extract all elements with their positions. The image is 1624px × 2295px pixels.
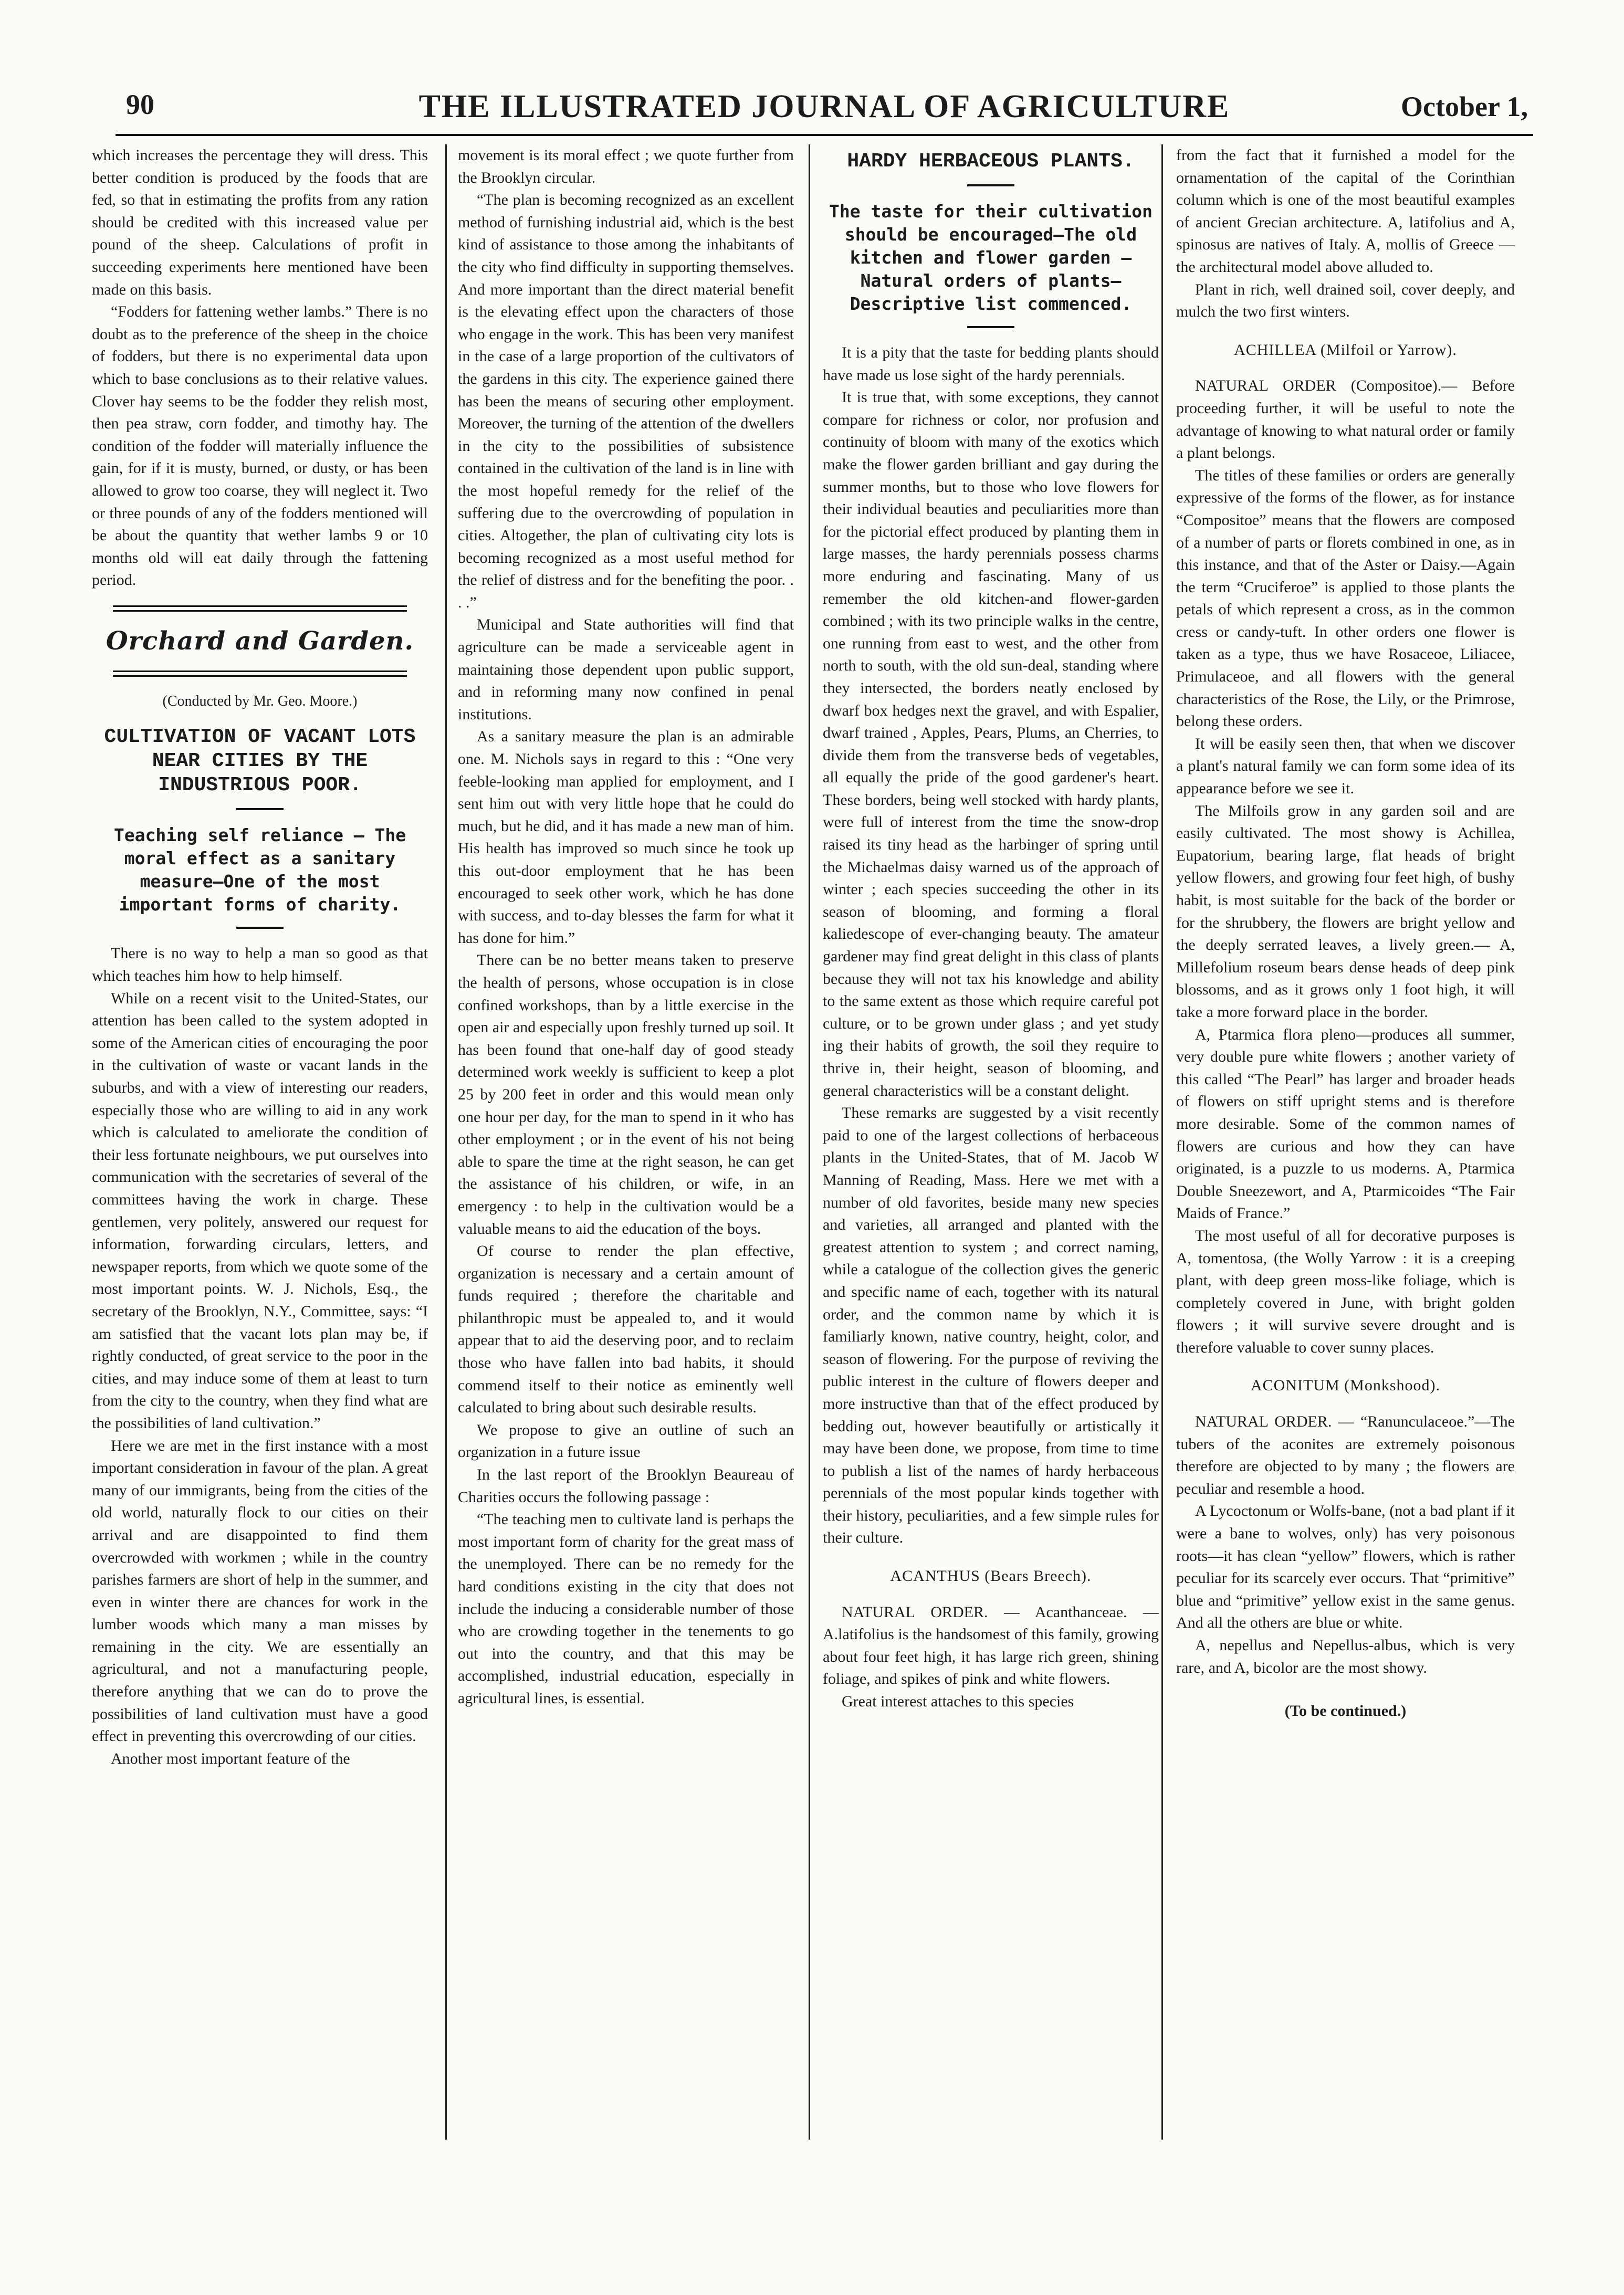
column-3	[823, 144, 1159, 1713]
paragraph: While on a recent visit to the United-States, our attention has been called to the system adopted in some of the American cities of encouraging the poor in the cultivation of waste or vacant lands in the suburbs, and with a view of interesting our readers, especially those who are willing to aid in any work which is calculated to ameliorate the condition of their less fortunate neighbours, we put ourselves into communication with the secretaries of several of the committees having the work in charge. These gentlemen, very politely, answered our request for information, forwarding circulars, letters, and newspaper reports, from which we quote some of the most important points. W. J. Nichols, Esq., the secretary of the Brooklyn, N.Y., Committee, says: “I am satisfied that the vacant lots plan may be, if rightly conducted, of great service to the poor in the cities, and may induce some of them at least to turn from the city to the country, when they find what are the possibilities of land cultivation.”	[92, 989, 428, 1432]
paragraph: There is no way to help a man so good as that which teaches him how to help himself.	[92, 945, 428, 985]
article-deck: Teaching self reliance — The moral effect as a sanitary measure—One of the most important forms of charity.	[113, 825, 406, 915]
section-byline: (Conducted by Mr. Geo. Moore.)	[162, 693, 358, 709]
paragraph: There can be no better means taken to preserve the health of persons, whose occupation is in close confined workshops, than by a little exercise in the open air and especially upon freshly turned up soil. It has been found that one-half day of good steady determined work weekly is sufficient to keep a plot 25 by 200 feet in order and this would mean only one hour per day, for the man to spend in it who has other employment ; or in the event of his not being able to spare the time at the right season, he can get the assistance of his children, or wife, in an emergency : to help in the cultivation would be a valuable means to aid the education of the boys.	[458, 951, 794, 1238]
paragraph: Another most important feature of the	[111, 1749, 350, 1767]
paragraph: from the fact that it furnished a model for the ornamentation of the capital of the Corinthian column which is one of the most beautiful examples of ancient Grecian architecture. A, latifolius and A, spinosus are natives of Italy. A, mollis of Greece — the architectural model above alluded to.	[1176, 146, 1515, 276]
plant-subhead: ACANTHUS (Bears Breech).	[890, 1567, 1092, 1585]
column-2	[458, 144, 794, 1710]
paragraph: We propose to give an outline of such an organization in a future issue	[458, 1421, 794, 1461]
running-header	[116, 88, 1533, 130]
paragraph: “The teaching men to cultivate land is perhaps the most important form of charity for the great mass of the unemployed. There can be no remedy for the hard conditions existing in the city that does not include the inducing a considerable number of those who are crowding together in the tenements to go out into the country, and that this may be accomplished, industrial education, especially in agricultural lines, is essential.	[458, 1511, 794, 1707]
paragraph: NATURAL ORDER. — “Ranunculaceoe.”—The tubers of the aconites are extremely poisonous therefore are objected to by many ; the flowers are peculiar and resemble a hood.	[1176, 1413, 1515, 1497]
plant-subhead: ACONITUM (Monkshood).	[1251, 1377, 1440, 1395]
deck-rule	[967, 326, 1014, 328]
paragraph: These remarks are suggested by a visit recently paid to one of the largest collections of herbaceous plants in the United-States, that of M. Jacob W Manning of Reading, Mass. Here we met with a number of old favorites, beside many new species and varieties, all arranged and planted with the greatest attention to system ; and correct naming, while a catalogue of the collection gives the generic and specific name of each, together with its natural order, and the common name by which it is familiarly known, native country, height, color, and season of flowering. For the purpose of reviving the public interest in the culture of flowers deeper and more instructive than that of the effect produced by bedding out, however beautifully or artistically it may have been done, we propose, from time to time to publish a list of the names of hardy herbaceous perennials of the most popular kinds together with their history, peculiarities, and a few simple rules for their culture.	[823, 1104, 1159, 1547]
paragraph: The titles of these families or orders are generally expressive of the forms of the flower, as for instance “Compositoe” means that the flowers are composed of a number of parts or florets combined in one, as in this instance, and that of the Aster or Daisy.—Again the term “Cruciferoe” is applied to those plants the petals of which represent a cross, as in the common cress or candy-tuft. In other orders one flower is taken as a type, thus we have Rosaceoe, Liliacee, Primulaceoe, and all flowers with the general characteristics of the Rose, the Lily, or the Primrose, belong these orders.	[1176, 466, 1515, 730]
section-title: Orchard and Garden.	[106, 626, 414, 656]
page-number: 90	[126, 89, 154, 120]
paragraph: It is a pity that the taste for bedding plants should have made us lose sight of the hardy perennials.	[823, 344, 1159, 384]
paragraph: It is true that, with some exceptions, they cannot compare for richness or color, nor profusion and continuity of bloom with many of the exotics which make the flower garden brilliant and gay during the summer months, but to those who love flowers for their individual beauties and peculiarities more than for the pictorial effect produced by planting them in large masses, the hardy perennials possess charms more enduring and fascinating. Many of us remember the old kitchen-and flower-garden combined ; with its two principle walks in the centre, one running from east to west, and the other from north to south, with the old sun-deal, standing where they intersected, the borders neatly enclosed by dwarf box hedges next the gravel, and with Espalier, dwarf trained , Apples, Pears, Plums, an Cherries, to divide them from the transverse beds of vegetables, all equally the pride of the good gardener's heart. These borders, being well stocked with hardy plants, were full of interest from the time the snow-drop raised its tiny head as the harbinger of spring until the Michaelmas daisy warned us of the approach of winter ; each species succeeding the other in its season of blooming, and forming a floral kaliedescope of ever-changing beauty. The amateur gardener may find great delight in this class of plants because they will not tax his knowledge and ability to the same extent as those which require careful pot culture, or to be grown under glass ; and yet study ing their habits of growth, the soil they require to thrive in, their height, season of blooming, and general characteristics will be a constant delight.	[823, 389, 1159, 1099]
continued-note: (To be continued.)	[1284, 1702, 1407, 1720]
paragraph: Here we are met in the first instance with a most important consideration in favour of the plan. A great many of our immigrants, being from the cities of the old world, naturally flock to our cities on their arrival and are disappointed to find them overcrowded with workmen ; while in the country parishes farmers are short of help in the summer, and even in winter there are chances for work in the lumber woods which many a man misses by remaining in the city. We are essentially an agricultural, and not a manufacturing people, therefore anything that we can do to prove the possibilities of land cultivation must have a good effect in preventing this overcrowding of our cities.	[92, 1437, 428, 1745]
paragraph: A Lycoctonum or Wolfs-bane, (not a bad plant if it were a bane to wolves, only) has very poisonous roots—it has clean “yellow” flowers, which is rather peculiar for its scarcely ever occurs. That “primitive” blue and “primitive” yellow exist in the same genus. And all the others are blue or white.	[1176, 1502, 1515, 1632]
paragraph: In the last report of the Brooklyn Beaureau of Charities occurs the following passage :	[458, 1466, 794, 1506]
article-deck: The taste for their cultivation should be encouraged—The old kitchen and flower garden — Natural orders of plants—Descriptive list commenced.	[829, 201, 1152, 314]
section-rule	[113, 670, 407, 677]
paragraph: “Fodders for fattening wether lambs.” There is no doubt as to the preference of the sheep in the choice of fodders, but there is no experimental data upon which to base conclusions as to their relative values. Clover hay seems to be the fodder they relish most, then pea straw, corn fodder, and timothy hay. The condition of the fodder will materially influence the gain, for if it is musty, burned, or dusty, or has been allowed to grow too coarse, they will neglect it. Two or three pounds of any of the fodders mentioned will be about the quantity that wether lambs 9 or 10 months old will eat daily through the fattening period.	[92, 303, 428, 589]
column-divider	[809, 144, 810, 2140]
title-rule	[967, 184, 1014, 186]
issue-date: October 1,	[1401, 91, 1528, 122]
header-rule	[116, 134, 1533, 136]
paragraph: Plant in rich, well drained soil, cover deeply, and mulch the two first winters.	[1176, 280, 1515, 321]
deck-rule	[236, 927, 284, 929]
paragraph: NATURAL ORDER (Compositoe).— Before proceeding further, it will be useful to note the advantage of knowing to what natural order or family a plant belongs.	[1176, 377, 1515, 462]
paragraph: It will be easily seen then, that when we discover a plant's natural family we can form some idea of its appearance before we see it.	[1176, 735, 1515, 798]
column-4	[1176, 144, 1515, 1723]
journal-title: THE ILLUSTRATED JOURNAL OF AGRICULTURE	[418, 89, 1230, 124]
paragraph: which increases the percentage they will dress. This better condition is produced by the foods that are fed, so that in estimating the profits from any ration should be credited with this increased value per pound of the sheep. Calculations of profit in succeeding experiments here mentioned have been made on this basis.	[92, 146, 428, 298]
article-title: CULTIVATION OF VACANT LOTS NEAR CITIES BY THE INDUSTRIOUS POOR.	[104, 726, 416, 797]
paragraph: movement is its moral effect ; we quote further from the Brooklyn circular.	[458, 146, 794, 186]
column-1	[92, 144, 428, 1770]
plant-subhead: ACHILLEA (Milfoil or Yarrow).	[1234, 341, 1457, 359]
paragraph: A, nepellus and Nepellus-albus, which is very rare, and A, bicolor are the most showy.	[1176, 1637, 1515, 1676]
column-divider	[445, 144, 447, 2140]
paragraph: As a sanitary measure the plan is an admirable one. M. Nichols says in regard to this : “One very feeble-looking man applied for employment, and I sent him out with very little hope that he could do much, but he did, and it has made a new man of him. His health has improved so much since he took up this out-door employment that he has been encouraged to seek other work, which he has done with success, and to-day blesses the farm for what it has done for him.”	[458, 728, 794, 947]
paragraph: Great interest attaches to this species	[842, 1693, 1074, 1711]
paragraph: Of course to render the plan effective, organization is necessary and a certain amount of funds required ; therefore the charitable and philanthropic must be appealed to, and it would appear that to aid the deserving poor, and to reclaim those who have fallen into bad habits, it should commend itself to their notice as eminently well calculated to bring about such desirable results.	[458, 1242, 794, 1417]
title-rule	[236, 808, 284, 810]
paragraph: NATURAL ORDER. — Acanthanceae. —A.latifolius is the handsomest of this family, growing about four feet high, it has large rich green, shining foliage, and spikes of pink and white flowers.	[823, 1603, 1159, 1688]
section-rule	[113, 605, 407, 612]
column-divider	[1161, 144, 1163, 2140]
article-title: HARDY HERBACEOUS PLANTS.	[847, 150, 1135, 173]
paragraph: The Milfoils grow in any garden soil and are easily cultivated. The most showy is Achillea, Eupatorium, bearing large, flat heads of bright yellow flowers, and growing four feet high, of bushy habit, is most suitable for the back of the border or for the shrubbery, the flowers are bright yellow and the deeply serrated leaves, a lively green.— A, Millefolium roseum bears dense heads of deep pink blossoms, and as it grows only 1 foot high, it will take a more forward place in the border.	[1176, 802, 1515, 1021]
paragraph: The most useful of all for decorative purposes is A, tomentosa, (the Wolly Yarrow : it is a creeping plant, with deep green moss-like foliage, which is completely covered in June, with bright golden flowers ; it will survive severe drought and is therefore valuable to cover sunny places.	[1176, 1227, 1515, 1356]
paragraph: Municipal and State authorities will find that agriculture can be made a serviceable agent in maintaining those dependent upon public support, and in reforming many now confined in penal institutions.	[458, 616, 794, 723]
paragraph: “The plan is becoming recognized as an excellent method of furnishing industrial aid, which is the best kind of assistance to those among the inhabitants of the city who find difficulty in supporting themselves. And more important than the direct material benefit is the elevating effect upon the characters of those who engage in the work. This has been very manifest in the case of a large proportion of the cultivators of the gardens in this city. The experience gained there has been the means of securing other employment. Moreover, the turning of the attention of the dwellers in the city to the possibilities of subsistence contained in the cultivation of the land is in line with the most hopeful remedy for the relief of the suffering due to the overcrowding of population in cities. Altogether, the plan of cultivating city lots is becoming recognized as a most useful method for the relief of distress and for the benefiting the poor. . . .”	[458, 191, 794, 611]
paragraph: A, Ptarmica flora pleno—produces all summer, very double pure white flowers ; another variety of this called “The Pearl” has larger and broader heads of flowers on stiff upright stems and is therefore more desirable. Some of the common names of flowers are curious and how they can have originated, is a puzzle to us moderns. A, Ptarmica Double Sneezewort, and A, Ptarmicoides “The Fair Maids of France.”	[1176, 1025, 1515, 1222]
